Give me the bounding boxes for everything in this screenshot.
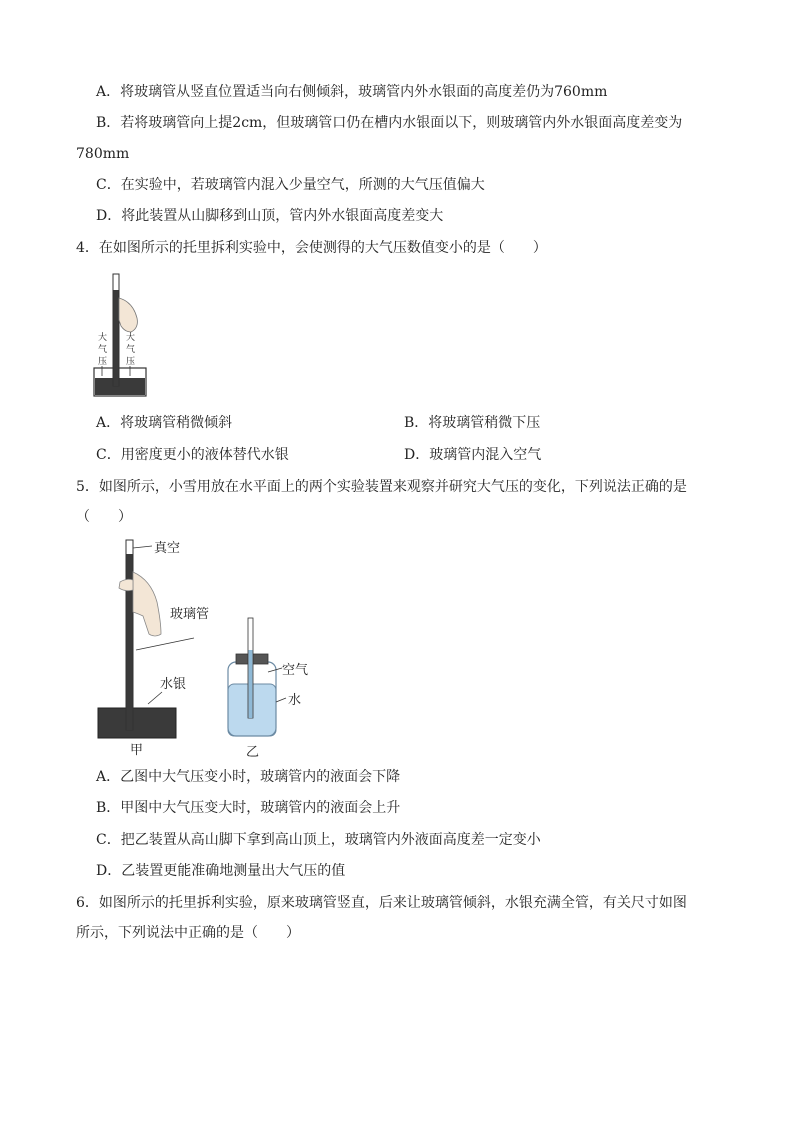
- label-mercury: 水银: [160, 677, 187, 692]
- jia-trough: [98, 708, 176, 738]
- q5-option-a: A．乙图中大气压变小时，玻璃管内的液面会下降: [96, 769, 401, 785]
- q4-option-d: D．玻璃管内混入空气: [404, 447, 542, 463]
- leader-water: [276, 698, 286, 702]
- q4-label-left-3: 压: [98, 357, 108, 367]
- leader-vacuum: [133, 546, 152, 548]
- q3-option-b-line2: 780mm: [76, 146, 130, 162]
- q4-trough-mercury: [95, 378, 145, 395]
- q4-torricelli-figure: [88, 268, 152, 400]
- q3-option-c: C．在实验中，若玻璃管内混入少量空气，所测的大气压值偏大: [96, 177, 485, 193]
- q6-stem-line2: 所示，下列说法中正确的是（ ）: [76, 925, 300, 941]
- q4-stem: 4．在如图所示的托里拆利实验中，会使测得的大气压数值变小的是（ ）: [76, 240, 547, 256]
- q3-option-b-line1: B．若将玻璃管向上提2cm，但玻璃管口仍在槽内水银面以下，则玻璃管内外水银面高度差变为: [96, 115, 683, 131]
- q4-label-left-1: 大: [98, 333, 108, 343]
- label-water: 水: [288, 693, 302, 708]
- q4-label-right-1: 大: [126, 333, 136, 343]
- label-yi: 乙: [246, 745, 260, 760]
- q5-apparatus-figure: [90, 532, 330, 760]
- q4-label-left-2: 气: [98, 345, 108, 355]
- yi-tube-water: [249, 650, 253, 718]
- q3-option-d: D．将此装置从山脚移到山顶，管内外水银面高度差变大: [96, 208, 444, 224]
- q4-label-right-3: 压: [126, 357, 136, 367]
- q4-option-b: B．将玻璃管稍微下压: [404, 415, 541, 431]
- q5-option-d: D．乙装置更能准确地测量出大气压的值: [96, 863, 346, 879]
- jia-hand-thumb: [119, 579, 133, 590]
- jia-hand: [133, 572, 161, 636]
- label-glass-tube: 玻璃管: [170, 607, 210, 622]
- label-air: 空气: [282, 663, 309, 678]
- leader-mercury: [148, 692, 162, 704]
- q5-stem-line1: 5．如图所示，小雪用放在水平面上的两个实验装置来观察并研究大气压的变化，下列说法正确的是: [76, 479, 687, 495]
- label-jia: 甲: [130, 743, 144, 758]
- q4-label-right-2: 气: [126, 345, 136, 355]
- q3-option-a: A．将玻璃管从竖直位置适当向右侧倾斜，玻璃管内外水银面的高度差仍为760mm: [96, 84, 608, 100]
- label-vacuum: 真空: [154, 541, 181, 556]
- leader-air: [268, 668, 282, 672]
- q5-option-b: B．甲图中大气压变大时，玻璃管内的液面会上升: [96, 800, 401, 816]
- q4-option-c: C．用密度更小的液体替代水银: [96, 447, 289, 463]
- q4-tube-mercury: [114, 290, 119, 386]
- leader-glass-tube: [136, 638, 194, 650]
- q4-hand: [119, 298, 137, 332]
- q6-stem-line1: 6．如图所示的托里拆利实验，原来玻璃管竖直，后来让玻璃管倾斜，水银充满全管，有关尺寸如图: [76, 895, 687, 911]
- q4-option-a: A．将玻璃管稍微倾斜: [96, 415, 233, 431]
- q5-option-c: C．把乙装置从高山脚下拿到高山顶上，玻璃管内外液面高度差一定变小: [96, 832, 541, 848]
- q5-stem-line2: （ ）: [76, 509, 132, 525]
